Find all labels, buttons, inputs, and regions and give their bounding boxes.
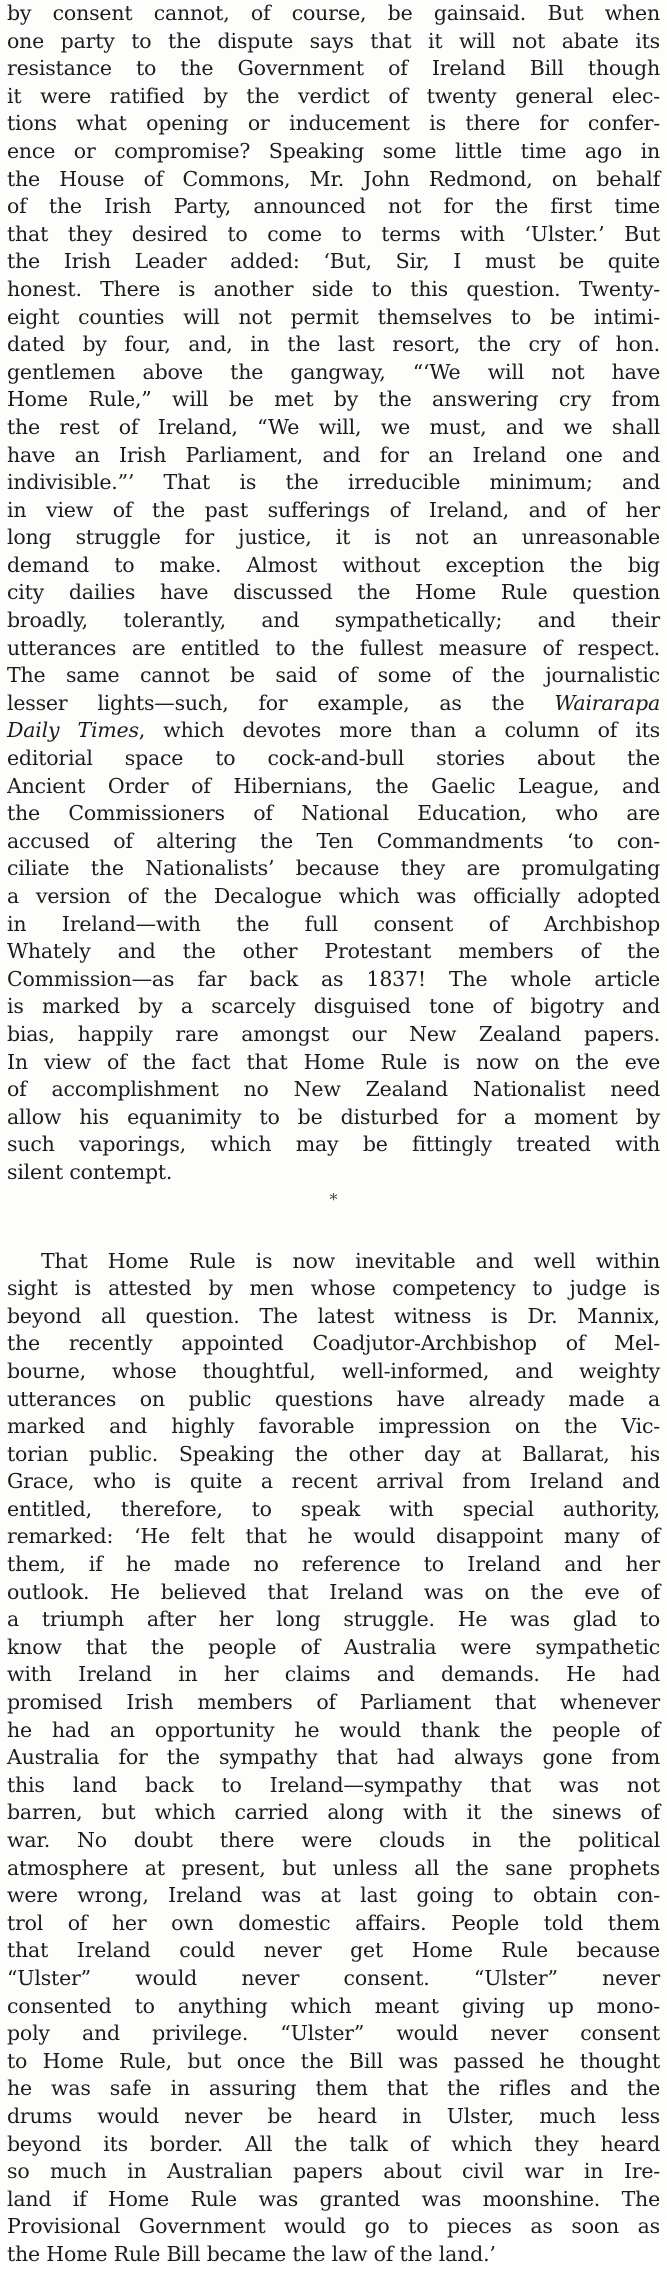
text-line: Whately and the other Protestant members of the: [7, 939, 660, 964]
text-line: is marked by a scarcely disguised tone of bigotry and: [7, 994, 660, 1019]
text-line: atmosphere at present, but unless all the sane prophets: [7, 1855, 660, 1880]
text-line: utterances are entitled to the fullest measure of respect.: [7, 635, 660, 660]
text-line: of the Irish Party, announced not for the first time: [7, 194, 660, 219]
text-line: the Commissioners of National Education, who are: [7, 801, 660, 826]
text-line: Australia for the sympathy that had always gone from: [7, 1745, 660, 1770]
text-line: Ancient Order of Hibernians, the Gaelic League, and: [7, 773, 660, 798]
text-line: Commission—as far back as 1837! The whole article: [7, 966, 660, 991]
text-line: bias, happily rare amongst our New Zealand papers.: [7, 1021, 660, 1046]
text-line: Home Rule,” will be met by the answering cry from: [7, 387, 660, 412]
text-line: were wrong, Ireland was at last going to obtain con-: [7, 1883, 660, 1908]
text-line: accused of altering the Ten Commandments ‘to con-: [7, 828, 660, 853]
text-line: remarked: ‘He felt that he would disappoint many of: [7, 1524, 660, 1549]
text-line: Grace, who is quite a recent arrival from Ireland and: [7, 1469, 660, 1494]
text-line: torian public. Speaking the other day at Ballarat, his: [7, 1441, 660, 1466]
text-line: Provisional Government would go to pieces as soon as: [7, 2214, 660, 2239]
text-line: such vaporings, which may be fittingly treated with: [7, 1132, 660, 1157]
section-separator: [7, 1187, 660, 1222]
text-line: beyond all question. The latest witness is Dr. Mannix,: [7, 1303, 660, 1328]
text-line: in view of the past sufferings of Ireland, and of her: [7, 497, 660, 522]
text-line: the rest of Ireland, “We will, we must, and we shall: [7, 414, 660, 439]
text-line: that Ireland could never get Home Rule because: [7, 1938, 660, 1963]
text-line: so much in Australian papers about civil war in Ire-: [7, 2159, 660, 2184]
text-line: the Irish Leader added: ‘But, Sir, I must be quite: [7, 249, 660, 274]
text-line: gentlemen above the gangway, “‘We will not have: [7, 359, 660, 384]
text-line: The same cannot be said of some of the journalistic: [7, 663, 660, 688]
text-line: That Home Rule is now inevitable and well within: [41, 1248, 660, 1273]
text-line: sight is attested by men whose competency to judge is: [7, 1276, 660, 1301]
text-line: land if Home Rule was granted was moonshine. The: [7, 2186, 660, 2211]
text-line: know that the people of Australia were sympathetic: [7, 1634, 660, 1659]
text-line: Daily Times, which devotes more than a column of its: [7, 718, 660, 743]
text-line: In view of the fact that Home Rule is now on the eve: [7, 1049, 660, 1074]
text-line: outlook. He believed that Ireland was on the eve of: [7, 1579, 660, 1604]
text-line: long struggle for justice, it is not an unreasonable: [7, 525, 660, 550]
text-line: to Home Rule, but once the Bill was passed he thought: [7, 2048, 660, 2073]
text-line: lesser lights—such, for example, as the Wairarapa: [7, 690, 660, 715]
text-line: the recently appointed Coadjutor-Archbishop of Mel-: [7, 1331, 660, 1356]
text-line: demand to make. Almost without exception the big: [7, 552, 660, 577]
text-line: the Home Rule Bill became the law of the land.’: [7, 2241, 496, 2266]
text-line: eight counties will not permit themselves to be intimi-: [7, 304, 660, 329]
text-line: bourne, whose thoughtful, well-informed, and weighty: [7, 1358, 660, 1383]
text-line: consented to anything which meant giving up mono-: [7, 1993, 660, 2018]
text-line: in Ireland—with the full consent of Archbishop: [7, 911, 660, 936]
text-line: poly and privilege. “Ulster” would never consent: [7, 2021, 660, 2046]
text-line: he had an opportunity he would thank the people of: [7, 1717, 660, 1742]
text-line: beyond its border. All the talk of which they heard: [7, 2131, 660, 2156]
text-line: allow his equanimity to be disturbed for a moment by: [7, 1104, 660, 1129]
text-line: ence or compromise? Speaking some little time ago in: [7, 138, 660, 163]
text-line: one party to the dispute says that it will not abate its: [7, 28, 660, 53]
text-line: dated by four, and, in the last resort, the cry of hon.: [7, 332, 660, 357]
text-line: the House of Commons, Mr. John Redmond, on behalf: [7, 166, 660, 191]
text-line: marked and highly favorable impression on the Vic-: [7, 1414, 660, 1439]
paragraph-dr-mannix-remarks: [7, 1248, 660, 2269]
text-line: that they desired to come to terms with ‘Ulster.’ But: [7, 221, 660, 246]
text-line: resistance to the Government of Ireland Bill though: [7, 56, 660, 81]
text-line: a version of the Decalogue which was officially adopted: [7, 884, 660, 908]
text-line: city dailies have discussed the Home Rule question: [7, 580, 660, 605]
text-line: he was safe in assuring them that the rifles and the: [7, 2076, 660, 2101]
text-line: honest. There is another side to this question. Twenty-: [7, 276, 660, 301]
text-line: drums would never be heard in Ulster, much less: [7, 2103, 660, 2128]
text-line: of accomplishment no New Zealand Nationalist need: [7, 1077, 660, 1102]
text-line: barren, but which carried along with it the sinews of: [7, 1800, 660, 1825]
text-line: utterances on public questions have already made a: [7, 1386, 660, 1411]
text-line: by consent cannot, of course, be gainsaid. But when: [7, 1, 660, 25]
text-line: tions what opening or inducement is there for confer-: [7, 111, 660, 136]
text-line: them, if he made no reference to Ireland and her: [7, 1552, 660, 1577]
text-line: entitled, therefore, to speak with special authority,: [7, 1496, 660, 1521]
text-line: have an Irish Parliament, and for an Ireland one and: [7, 442, 660, 467]
text-line: indivisible.”’ That is the irreducible minimum; and: [7, 470, 660, 495]
text-line: promised Irish members of Parliament that whenever: [7, 1690, 660, 1715]
text-line: trol of her own domestic affairs. People told them: [7, 1910, 660, 1935]
text-line: silent contempt.: [7, 1159, 173, 1184]
text-line: editorial space to cock-and-bull stories about the: [7, 746, 660, 771]
text-line: war. No doubt there were clouds in the political: [7, 1828, 660, 1852]
text-line: a triumph after her long struggle. He was glad to: [7, 1607, 660, 1632]
text-line: with Ireland in her claims and demands. He had: [7, 1662, 660, 1687]
text-line: ciliate the Nationalists’ because they are promulgating: [7, 856, 660, 881]
text-line: broadly, tolerantly, and sympathetically; and their: [7, 608, 660, 633]
text-line: this land back to Ireland—sympathy that was not: [7, 1772, 660, 1797]
paragraph-home-rule-dispute: [7, 0, 660, 1187]
asterisk-separator: *: [329, 1189, 338, 1209]
text-line: it were ratified by the verdict of twenty general elec-: [7, 83, 660, 108]
text-line: “Ulster” would never consent. “Ulster” never: [7, 1965, 660, 1990]
